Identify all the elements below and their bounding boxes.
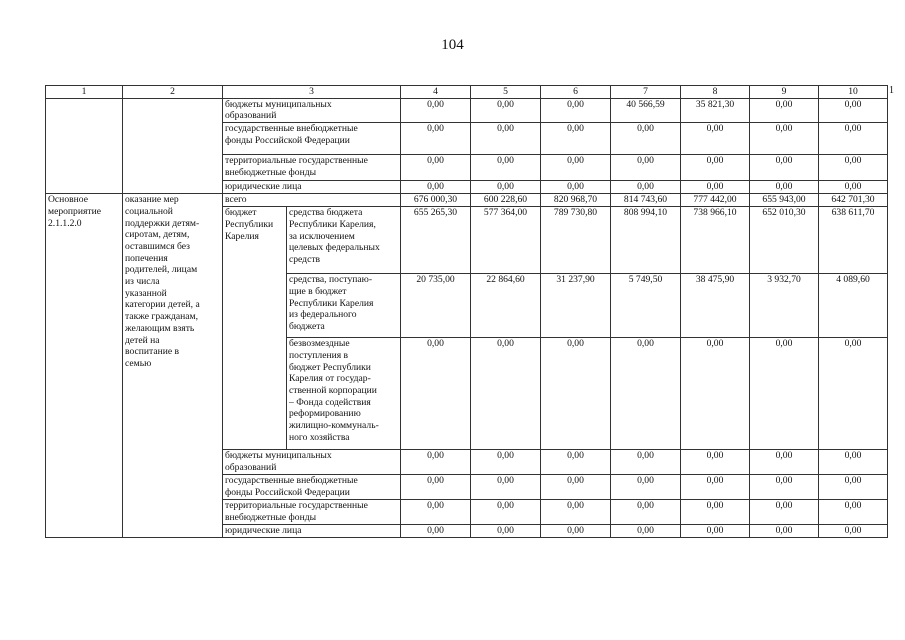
value-cell: 655 943,00 [750,194,819,207]
value-cell: 0,00 [541,475,611,500]
value-cell: 820 968,70 [541,194,611,207]
value-cell: 0,00 [471,525,541,538]
value-cell: 0,00 [819,181,888,194]
source-label: государственные внебюджетные фонды Российской Федерации [223,123,401,155]
header-cell: 8 [681,86,750,99]
value-cell: 0,00 [611,338,681,450]
value-cell: 0,00 [681,475,750,500]
value-cell: 0,00 [819,500,888,525]
table-row [46,98,888,122]
value-cell: 0,00 [401,450,471,475]
value-cell: 600 228,60 [471,194,541,207]
header-cell: 7 [611,86,681,99]
page-number: 104 [441,37,464,53]
value-cell: 0,00 [681,450,750,475]
value-cell: 3 932,70 [750,274,819,338]
event-name: оказание мер социальной поддержки детям- сиротам, детям, оставшимся без попечения родителей, лицам из числа указанной категории детей, а также гражданам, желающим взять детей на воспитание в семью [123,194,223,538]
value-cell: 0,00 [401,525,471,538]
value-cell: 0,00 [471,181,541,194]
value-cell: 0,00 [471,155,541,181]
value-cell: 0,00 [541,525,611,538]
value-cell: 577 364,00 [471,207,541,274]
value-cell: 0,00 [819,450,888,475]
value-cell: 789 730,80 [541,207,611,274]
value-cell: 0,00 [750,450,819,475]
value-cell: 38 475,90 [681,274,750,338]
value-cell: 0,00 [611,181,681,194]
header-cell: 10 [819,86,888,99]
value-cell: 0,00 [681,181,750,194]
value-cell: 0,00 [681,338,750,450]
value-cell: 20 735,00 [401,274,471,338]
value-cell: 0,00 [819,338,888,450]
value-cell: 0,00 [819,155,888,181]
value-cell: 642 701,30 [819,194,888,207]
value-cell: 814 743,60 [611,194,681,207]
value-cell: 0,00 [401,338,471,450]
source-label: средства, поступаю- щие в бюджет Республики Карелия из федерального бюджета [287,274,401,338]
value-cell: 0,00 [611,525,681,538]
value-cell: 0,00 [471,475,541,500]
value-cell: 0,00 [471,450,541,475]
value-cell: 0,00 [471,338,541,450]
source-label: юридические лица [223,181,401,194]
value-cell: 0,00 [750,500,819,525]
budget-rk-label: бюджет Республики Карелия [223,207,287,450]
header-cell: 4 [401,86,471,99]
header-cell: 5 [471,86,541,99]
source-label: государственные внебюджетные фонды Российской Федерации [223,475,401,500]
value-cell: 0,00 [611,475,681,500]
value-cell: 0,00 [750,181,819,194]
value-cell: 0,00 [681,525,750,538]
source-label: территориальные государственные внебюджетные фонды [223,155,401,181]
value-cell: 0,00 [611,500,681,525]
value-cell: 0,00 [611,450,681,475]
value-cell: 0,00 [471,123,541,155]
value-cell: 0,00 [541,500,611,525]
value-cell: 0,00 [541,338,611,450]
empty-cell [123,98,223,193]
value-cell: 0,00 [750,525,819,538]
value-cell: 35 821,30 [681,98,750,122]
value-cell: 0,00 [750,475,819,500]
value-cell: 0,00 [401,475,471,500]
value-cell: 0,00 [611,155,681,181]
value-cell: 652 010,30 [750,207,819,274]
source-label: юридические лица [223,525,401,538]
value-cell: 738 966,10 [681,207,750,274]
value-cell: 0,00 [401,181,471,194]
header-cell: 2 [123,86,223,99]
value-cell: 40 566,59 [611,98,681,122]
source-label: средства бюджета Республики Карелия, за исключением целевых федеральных средств [287,207,401,274]
value-cell: 0,00 [819,525,888,538]
value-cell: 0,00 [401,98,471,122]
value-cell: 777 442,00 [681,194,750,207]
source-label: бюджеты муниципальных образований [223,98,401,122]
value-cell: 0,00 [750,123,819,155]
value-cell: 0,00 [541,181,611,194]
empty-cell [46,98,123,193]
value-cell: 0,00 [681,155,750,181]
value-cell: 0,00 [819,475,888,500]
source-label: безвозмездные поступления в бюджет Республики Карелия от государ- ственной корпорации – Фонда содействия реформированию жилищно-коммуналь- ного хозяйства [287,338,401,450]
value-cell: 0,00 [401,155,471,181]
value-cell: 22 864,60 [471,274,541,338]
header-row [46,86,888,99]
value-cell: 0,00 [819,123,888,155]
value-cell: 0,00 [401,500,471,525]
header-cell: 3 [223,86,401,99]
value-cell: 0,00 [681,500,750,525]
value-cell: 0,00 [819,98,888,122]
value-cell: 0,00 [541,450,611,475]
total-label: всего [223,194,401,207]
value-cell: 31 237,90 [541,274,611,338]
budget-table [45,85,888,538]
event-code: Основное мероприятие 2.1.1.2.0 [46,194,123,538]
value-cell: 0,00 [401,123,471,155]
value-cell: 0,00 [750,155,819,181]
value-cell: 655 265,30 [401,207,471,274]
edge-mark: 1 [889,85,894,96]
value-cell: 0,00 [541,98,611,122]
table-body [46,86,888,538]
value-cell: 0,00 [611,123,681,155]
table-row [46,194,888,207]
value-cell: 4 089,60 [819,274,888,338]
value-cell: 0,00 [750,98,819,122]
value-cell: 638 611,70 [819,207,888,274]
header-cell: 1 [46,86,123,99]
value-cell: 0,00 [750,338,819,450]
value-cell: 676 000,30 [401,194,471,207]
source-label: территориальные государственные внебюджетные фонды [223,500,401,525]
value-cell: 5 749,50 [611,274,681,338]
source-label: бюджеты муниципальных образований [223,450,401,475]
value-cell: 0,00 [681,123,750,155]
value-cell: 0,00 [541,123,611,155]
header-cell: 6 [541,86,611,99]
value-cell: 0,00 [471,500,541,525]
value-cell: 0,00 [471,98,541,122]
header-cell: 9 [750,86,819,99]
value-cell: 0,00 [541,155,611,181]
value-cell: 808 994,10 [611,207,681,274]
